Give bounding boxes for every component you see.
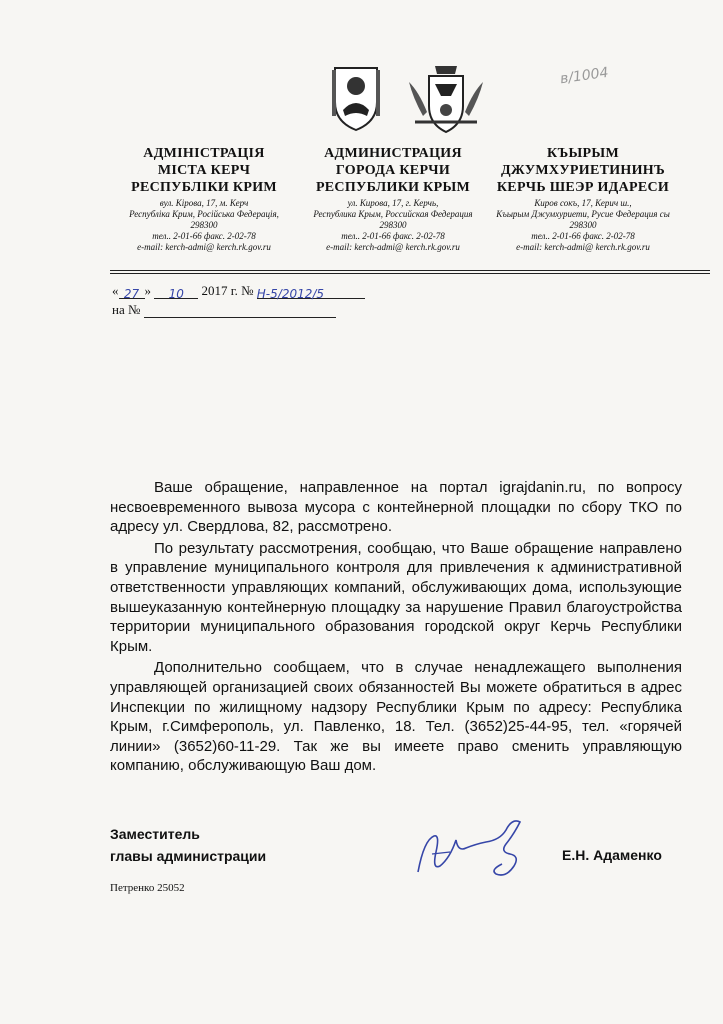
- header-title-russian: АДМИНИСТРАЦИЯ ГОРОДА КЕРЧИ РЕСПУБЛИКИ КРЫМ: [315, 146, 471, 195]
- header-title-ukrainian: АДМІНІСТРАЦІЯ МІСТА КЕРЧ РЕСПУБЛІКИ КРИМ: [131, 146, 277, 195]
- reply-number-blank: [144, 305, 336, 318]
- body-paragraph-2: По результату рассмотрения, сообщаю, что Ваше обращение направлено в управление муниципального контроля для привлечения к административной ответственности управляющих компаний, обслуживающих дома, использующие вышеуказанную контейнерную площадку за нарушение Правил благоустройства территории муниципального образования городской округ Керчь Республики Крым.: [110, 539, 682, 655]
- header-address-ukrainian: вул. Кірова, 17, м. Керч Республіка Крим, Російська Федерація, 298300 тел.. 2-01-66 факс. 2-02-78 e-mail: kerch-admi@ kerch.rk.gov.ru: [129, 198, 279, 252]
- header-address-crimean-tatar: Киров сокъ, 17, Керич ш., Къырым Джумхуриети, Русие Федерация сы 298300 тел.. 2-01-66 факс. 2-02-78 e-mail: kerch-admi@ kerch.rk.gov.ru: [496, 198, 670, 252]
- crimea-coat-of-arms-icon: [327, 66, 385, 132]
- header-column-crimean-tatar: [483, 145, 683, 253]
- body-paragraph-3: Дополнительно сообщаем, что в случае ненадлежащего выполнения управляющей организацией своих обязанностей Вы можете обратиться в адрес Инспекции по жилищному надзору Республики Крым по адресу: Республика Крым, г.Симферополь, ул. Павленко, 18. Тел. (3652)25-44-95, тел. «горячей линии» (3652)60-11-29. Так же вы имеете право сменить управляющую компанию, обслуживающую Ваш дом.: [110, 659, 682, 775]
- header-title-crimean-tatar: КЪЫРЫМ ДЖУМХУРИЕТИНИНЪ КЕРЧЬ ШЕЭР ИДАРЕСИ: [496, 146, 670, 195]
- registration-day: 27: [123, 287, 140, 301]
- handwritten-signature: [410, 800, 550, 900]
- signatory-name: Е.Н. Адаменко: [562, 847, 662, 863]
- registration-line: « 27 » 10 2017 г. № Н-5/2012/5: [112, 283, 365, 299]
- header-column-russian: [293, 145, 493, 253]
- corner-handwritten-mark: в/1004: [559, 64, 610, 88]
- header-column-ukrainian: [104, 145, 304, 253]
- registration-year: 2017 г. №: [201, 283, 254, 298]
- reply-reference-line: [112, 302, 336, 318]
- signatory-position: Заместитель главы администрации: [110, 826, 267, 864]
- registration-number: Н-5/2012/5: [256, 287, 325, 301]
- letter-body: [110, 478, 682, 776]
- body-paragraph-1: Ваше обращение, направленное на портал igrajdanin.ru, по вопросу несвоевременного вывоза мусора с контейнерной площадки по сбору ТКО по адресу ул. Свердлова, 82, рассмотрено.: [110, 479, 682, 536]
- header-address-russian: ул. Кирова, 17, г. Керчь, Республика Крым, Российская Федерация 298300 тел.. 2-01-66 факс. 2-02-78 e-mail: kerch-admi@ kerch.rk.gov.ru: [313, 198, 473, 252]
- kerch-coat-of-arms-icon: [405, 62, 487, 136]
- header-divider-secondary: [110, 273, 710, 274]
- header-divider: [110, 270, 710, 271]
- reply-label: на №: [112, 302, 141, 317]
- executor-note: Петренко 25052: [110, 882, 185, 894]
- registration-month: 10: [168, 287, 184, 301]
